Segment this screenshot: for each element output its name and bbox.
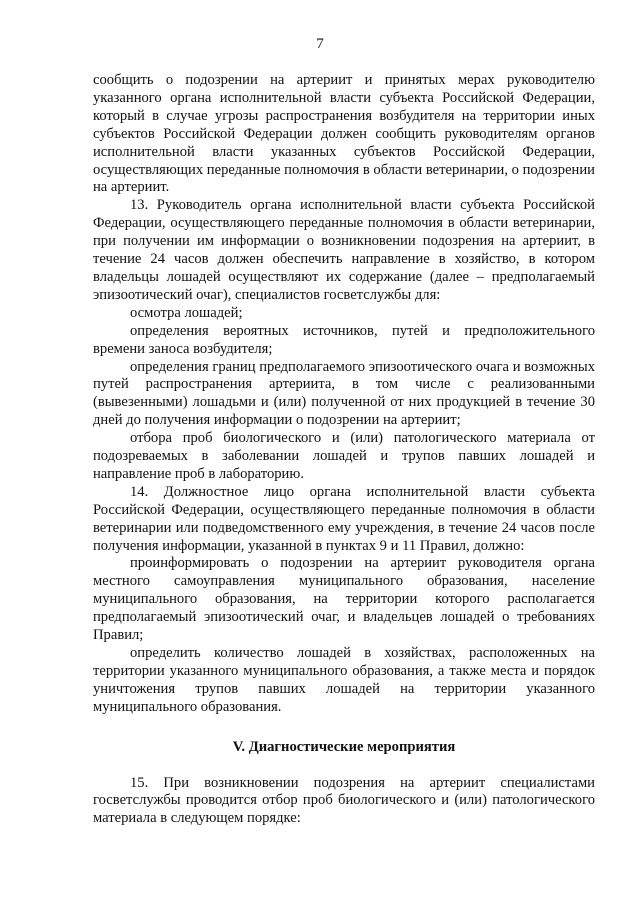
list-item-sampling: отбора проб биологического и (или) патологического материала от подозреваемых в заболевании лошадей и трупов павших лошадей и направление проб в лабораторию. (93, 430, 595, 482)
page-number: 7 (316, 36, 324, 52)
document-body (93, 72, 595, 828)
paragraph-13: 13. Руководитель органа исполнительной власти субъекта Российской Федерации, осуществляющего переданные полномочия в области ветеринарии, при получении им информации о возникновении подозрения на артериит, в течение 24 часов должен обеспечить направление в хозяйство, в котором владельцы лошадей осуществляют их содержание (далее – предполагаемый эпизоотический очаг), специалистов госветслужбы для: (93, 197, 595, 303)
paragraph-continuation: сообщить о подозрении на артериит и принятых мерах руководителю указанного органа исполнительной власти субъекта Российской Федерации, который в случае угрозы распространения возбудителя на территории иных субъектов Российской Федерации должен сообщить руководителям органов исполнительной власти указанных субъектов Российской Федерации, осуществляющих переданные полномочия в области ветеринарии, о подозрении на артериит. (93, 72, 595, 196)
list-item-inform: проинформировать о подозрении на артериит руководителя органа местного самоуправления муниципального образования, население муниципального образования, на территории которого располагается предполагаемый эпизоотический очаг, и владельцев лошадей о требованиях Правил; (93, 555, 595, 644)
section-heading: V. Диагностические мероприятия (232, 738, 456, 755)
list-item-count: определить количество лошадей в хозяйствах, расположенных на территории указанного муниципального образования, а также места и порядок уничтожения трупов павших лошадей на территории указанного муниципального образования. (93, 645, 595, 715)
paragraph-15: 15. При возникновении подозрения на артериит специалистами госветслужбы проводится отбор проб биологического и (или) патологического материала в следующем порядке: (93, 774, 595, 827)
paragraph-14: 14. Должностное лицо органа исполнительной власти субъекта Российской Федерации, осуществляющего переданные полномочия в области ветеринарии или подведомственного ему учреждения, в течение 24 часов после получения информации, указанной в пунктах 9 и 11 Правил, должно: (93, 483, 595, 554)
list-item-horse-inspection: осмотра лошадей; (130, 304, 243, 321)
list-item-sources: определения вероятных источников, путей и предположительного времени заноса возбудителя; (93, 322, 595, 357)
list-item-borders: определения границ предполагаемого эпизоотического очага и возможных путей распространения артериита, в том числе с реализованными (вывезенными) лошадьми и (или) полученной от них продукцией в течение 30 дней до получения информации о подозрении на артериит; (93, 358, 595, 429)
